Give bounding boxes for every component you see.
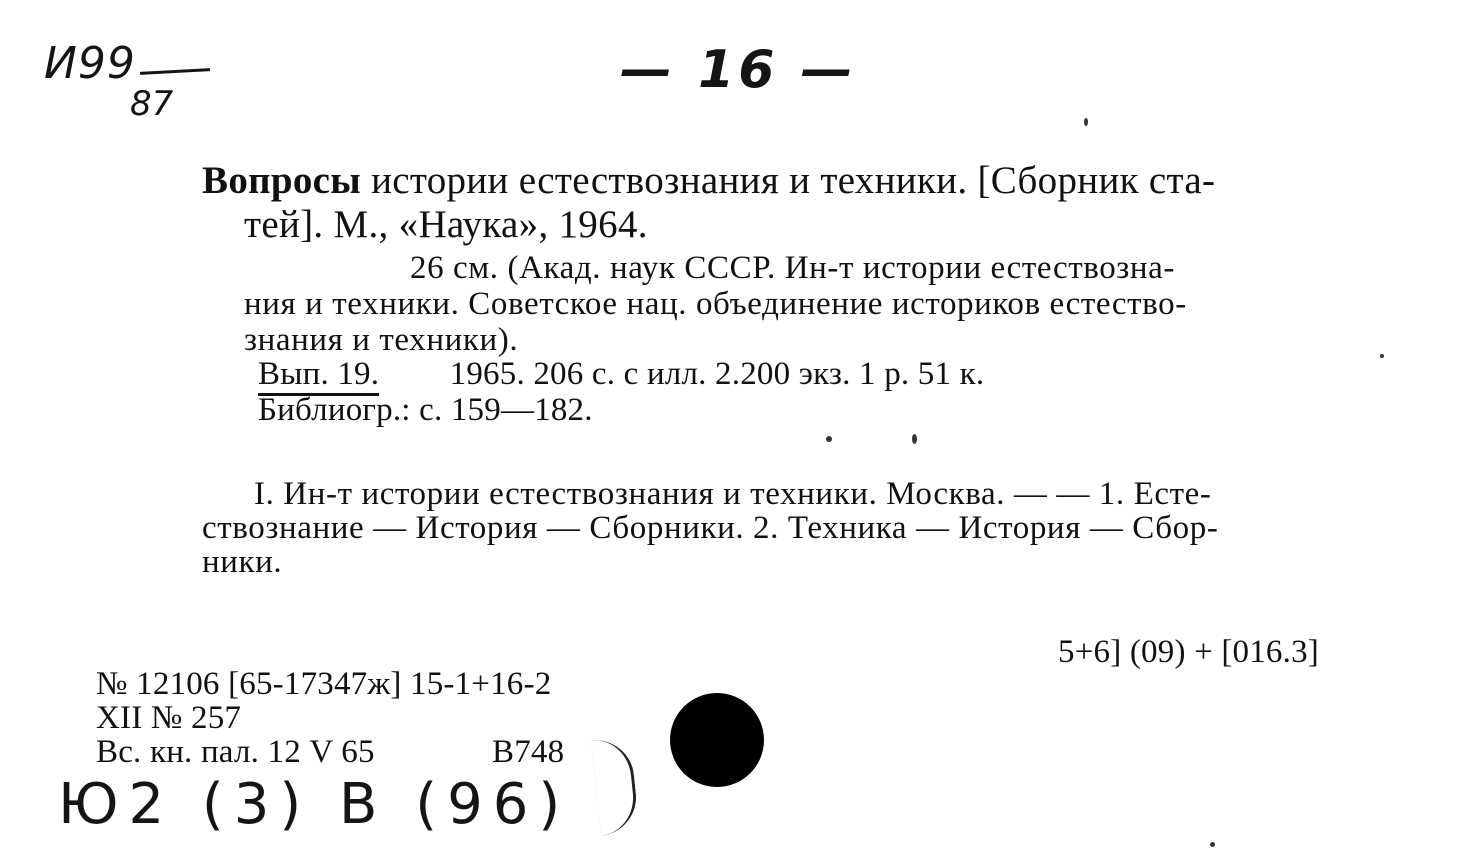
- series-line-3: знания и техники).: [244, 322, 519, 358]
- series-line-2: ния и техники. Советское нац. объединение историков естество-: [244, 286, 1187, 322]
- title-rest: истории естествознания и техники. [Сборник ста-: [361, 159, 1216, 202]
- subjects-line-1: I. Ин-т истории естествознания и техники. Москва. — — 1. Есте-: [254, 476, 1212, 512]
- scan-speck: [1084, 118, 1088, 126]
- subjects-line-2: ствознание — История — Сборники. 2. Техника — История — Сбор-: [202, 510, 1219, 546]
- series-line-1: 26 см. (Акад. наук СССР. Ин-т истории естествозна-: [410, 250, 1176, 286]
- card-punch-hole: [670, 693, 764, 787]
- registry-line-3: Вс. кн. пал. 12 V 65: [96, 734, 375, 770]
- card-page-number: — 16 —: [620, 40, 857, 100]
- shelf-mark-top: И99: [44, 38, 136, 89]
- bibliography-note: Библиогр.: с. 159—182.: [258, 392, 593, 428]
- scan-speck: [912, 434, 917, 444]
- title-line-1: [202, 158, 1215, 203]
- scan-speck: [1380, 354, 1384, 358]
- issue-label: Вып. 19.: [258, 356, 379, 396]
- scan-speck: [826, 436, 832, 442]
- scan-speck: [1210, 842, 1215, 847]
- subjects-line-3: ники.: [202, 544, 283, 580]
- issue-details: 1965. 206 с. с илл. 2.200 экз. 1 р. 51 к.: [449, 356, 985, 392]
- registry-code: В748: [492, 734, 565, 770]
- title-line-2: тей]. М., «Наука», 1964.: [244, 203, 648, 246]
- shelf-mark-bottom: 87: [130, 84, 174, 124]
- ink-stroke: [591, 736, 640, 836]
- registry-line-2: XII № 257: [96, 700, 242, 736]
- registry-line-1: № 12106 [65-17347ж] 15-1+16-2: [96, 666, 552, 702]
- title-lead: Вопросы: [202, 159, 362, 202]
- classification-index: 5+6] (09) + [016.3]: [1058, 634, 1319, 670]
- bottom-handwritten-note: Ю2 (3) В (96): [58, 772, 571, 837]
- shelf-mark-fraction-line: [140, 68, 210, 75]
- issue-line: [258, 356, 984, 393]
